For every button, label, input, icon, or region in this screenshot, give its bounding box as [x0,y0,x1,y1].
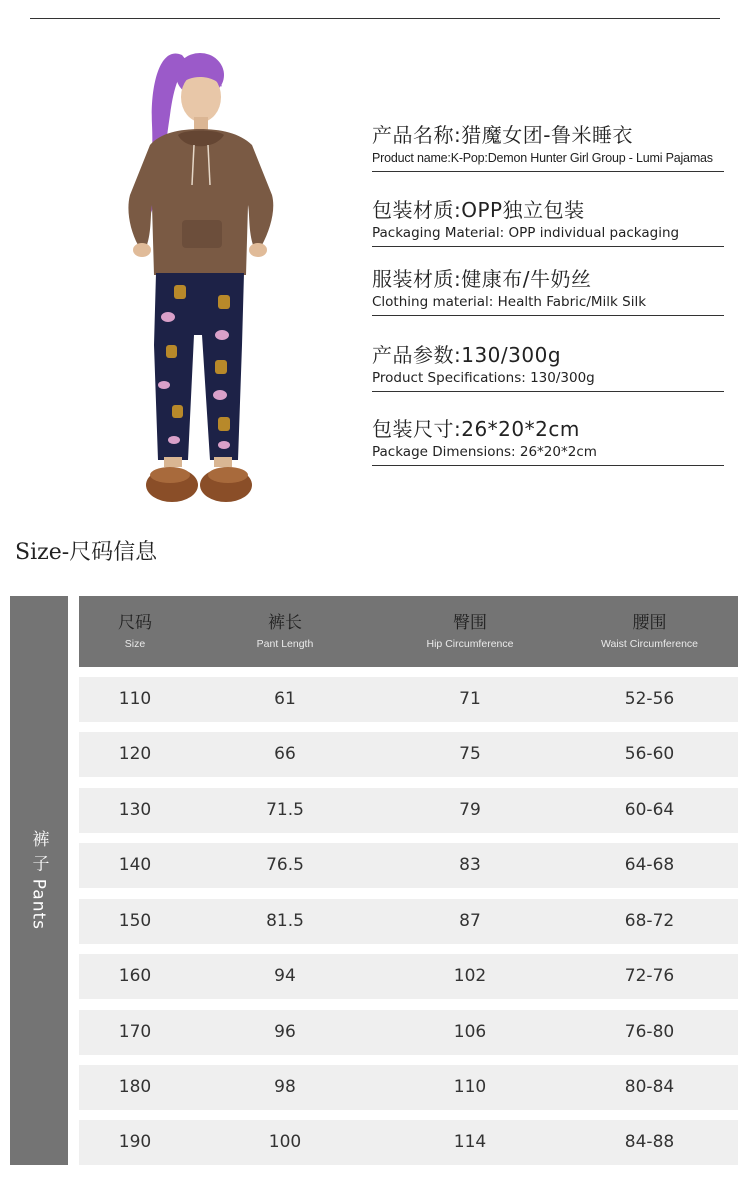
spec-cn: 包装材质:OPP独立包装 [372,198,585,222]
table-row [79,1010,738,1055]
header-size-en: Size [124,638,146,650]
table-row [79,954,738,999]
spec-cn: 包装尺寸:26*20*2cm [372,417,580,441]
cell-size: 120 [118,744,152,764]
cell-pant-length: 61 [274,689,296,709]
cell-hip: 79 [459,800,481,820]
cell-hip: 71 [459,689,481,709]
cell-size: 140 [118,855,152,875]
table-row [79,843,738,888]
header-hip-en: Hip Circumference [426,638,514,650]
size-section-heading: Size-尺码信息 [15,540,158,565]
cell-waist: 64-68 [624,855,675,875]
header-waist-cn: 腰围 [632,613,667,633]
header-hip-cn: 臀围 [453,613,487,633]
cell-size: 160 [118,966,152,986]
cell-pant-length: 71.5 [266,800,304,820]
cell-waist: 56-60 [624,744,675,764]
size-table-header [79,596,738,667]
header-pant-length-en: Pant Length [256,638,314,650]
header-size-cn: 尺码 [118,613,152,633]
header-pant-length [191,596,379,667]
cell-hip: 87 [459,911,481,931]
spec-product-specifications [372,342,724,392]
cell-hip: 114 [453,1132,487,1152]
product-model-image [90,45,300,510]
spec-cn: 产品名称:猎魔女团-鲁米睡衣 [372,123,633,147]
cell-size: 180 [118,1077,152,1097]
cell-pant-length: 100 [268,1132,302,1152]
spec-product-name [372,122,724,172]
pants-side-label [10,596,68,1165]
cell-waist: 68-72 [624,911,675,931]
header-waist-en: Waist Circumference [600,638,699,650]
table-row [79,788,738,833]
top-divider [30,18,720,19]
pants-side-label-text: 裤 子 Pants [28,830,49,931]
cell-pant-length: 98 [274,1077,296,1097]
table-row [79,1065,738,1110]
spec-en: Clothing material: Health Fabric/Milk Silk [372,294,647,310]
cell-hip: 106 [453,1022,487,1042]
cell-waist: 72-76 [624,966,675,986]
spec-cn: 产品参数:130/300g [372,343,562,367]
cell-hip: 110 [453,1077,487,1097]
cell-size: 150 [118,911,152,931]
spec-packaging-material [372,197,724,247]
header-waist [561,596,738,667]
cell-hip: 102 [453,966,487,986]
cell-waist: 60-64 [624,800,675,820]
table-row [79,899,738,944]
cell-pant-length: 94 [274,966,296,986]
spec-package-dimensions [372,416,724,466]
cell-pant-length: 76.5 [266,855,304,875]
cell-waist: 52-56 [624,689,675,709]
cell-pant-length: 96 [274,1022,296,1042]
spec-en: Packaging Material: OPP individual packaging [372,225,680,241]
header-pant-length-cn: 裤长 [268,613,302,633]
header-size [79,596,191,667]
cell-waist: 80-84 [624,1077,675,1097]
cell-size: 130 [118,800,152,820]
header-hip [379,596,561,667]
cell-waist: 84-88 [624,1132,675,1152]
cell-size: 190 [118,1132,152,1152]
spec-clothing-material [372,266,724,316]
cell-size: 110 [118,689,152,709]
cell-waist: 76-80 [624,1022,675,1042]
cell-pant-length: 81.5 [266,911,304,931]
cell-hip: 83 [459,855,481,875]
spec-en: Product name:K-Pop:Demon Hunter Girl Group - Lumi Pajamas [372,151,713,165]
cell-pant-length: 66 [274,744,296,764]
spec-cn: 服装材质:健康布/牛奶丝 [372,267,592,291]
cell-hip: 75 [459,744,481,764]
spec-en: Package Dimensions: 26*20*2cm [372,444,597,460]
spec-en: Product Specifications: 130/300g [372,370,595,386]
table-row [79,1120,738,1165]
table-row [79,732,738,777]
table-row [79,677,738,722]
cell-size: 170 [118,1022,152,1042]
